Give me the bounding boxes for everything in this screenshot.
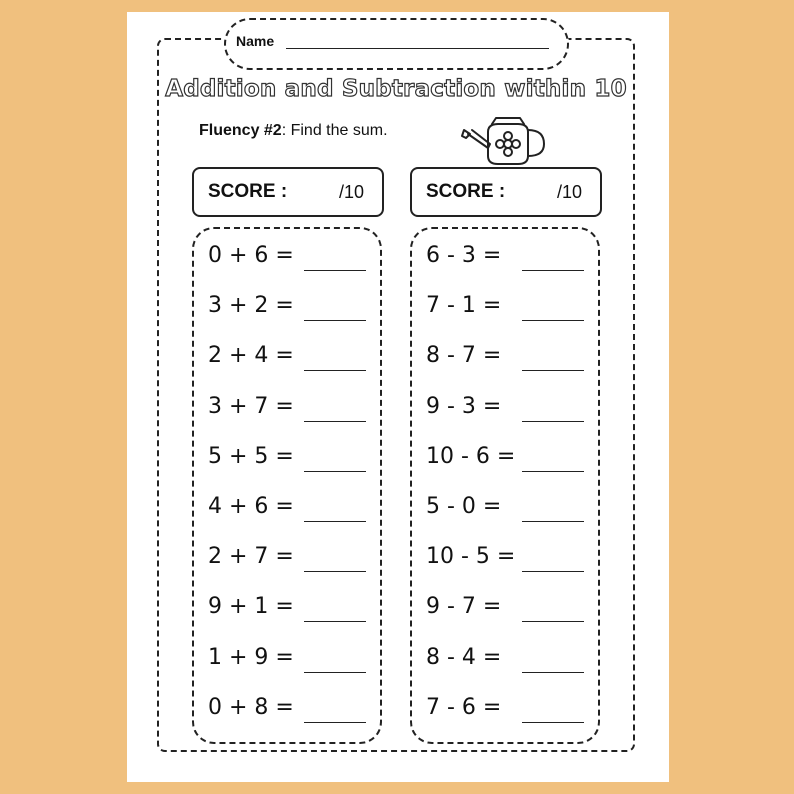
problem-equation: 2 + 7 = [208,544,294,569]
addition-column [192,227,382,744]
problem-row [412,279,598,329]
name-label: Name [236,33,275,49]
answer-blank[interactable] [304,320,366,321]
problem-equation: 8 - 4 = [426,645,502,670]
problem-row [194,580,380,630]
answer-blank[interactable] [522,672,584,673]
score-label: SCORE : [208,181,288,202]
name-input-line[interactable] [286,48,549,49]
problem-equation: 3 + 2 = [208,293,294,318]
score-total: /10 [556,182,582,202]
answer-blank[interactable] [304,370,366,371]
problem-equation: 0 + 6 = [208,243,294,268]
subtraction-column [410,227,600,744]
problem-row [194,480,380,530]
answer-blank[interactable] [522,471,584,472]
answer-blank[interactable] [304,722,366,723]
problem-equation: 3 + 7 = [208,394,294,419]
answer-blank[interactable] [304,672,366,673]
problem-equation: 9 - 7 = [426,594,502,619]
answer-blank[interactable] [304,421,366,422]
problem-equation: 7 - 1 = [426,293,502,318]
problem-row [412,430,598,480]
answer-blank[interactable] [304,621,366,622]
problem-row [412,229,598,279]
worksheet-title: Addition and Subtraction within 10 [165,76,627,102]
answer-blank[interactable] [522,722,584,723]
answer-blank[interactable] [522,421,584,422]
problem-row [412,380,598,430]
problem-row [412,580,598,630]
instruction-text: : Find the sum. [281,122,388,139]
worksheet-page [127,12,669,782]
problem-equation: 7 - 6 = [426,695,502,720]
answer-blank[interactable] [522,370,584,371]
problem-equation: 10 - 5 = [426,544,516,569]
problem-row [412,681,598,731]
answer-blank[interactable] [522,270,584,271]
problem-row [194,530,380,580]
answer-blank[interactable] [522,521,584,522]
answer-blank[interactable] [522,621,584,622]
problem-equation: 4 + 6 = [208,494,294,519]
answer-blank[interactable] [522,571,584,572]
problem-row [412,530,598,580]
problem-row [194,279,380,329]
problem-row [194,380,380,430]
problem-row [194,329,380,379]
answer-blank[interactable] [304,471,366,472]
problem-equation: 1 + 9 = [208,645,294,670]
problem-row [412,329,598,379]
problem-row [194,229,380,279]
answer-blank[interactable] [522,320,584,321]
problem-equation: 6 - 3 = [426,243,502,268]
problem-equation: 9 - 3 = [426,394,502,419]
problem-equation: 5 + 5 = [208,444,294,469]
answer-blank[interactable] [304,521,366,522]
score-total: /10 [338,182,364,202]
problem-row [194,631,380,681]
instruction-line [199,122,388,140]
answer-blank[interactable] [304,571,366,572]
problem-equation: 10 - 6 = [426,444,516,469]
fluency-label: Fluency #2 [199,122,282,139]
score-box-right [410,167,602,217]
score-label: SCORE : [426,181,506,202]
problem-equation: 8 - 7 = [426,343,502,368]
problem-equation: 5 - 0 = [426,494,502,519]
name-field[interactable] [224,18,569,70]
problem-row [194,681,380,731]
score-box-left [192,167,384,217]
problem-row [412,631,598,681]
problem-equation: 2 + 4 = [208,343,294,368]
answer-blank[interactable] [304,270,366,271]
problem-row [412,480,598,530]
problem-row [194,430,380,480]
problem-equation: 9 + 1 = [208,594,294,619]
watering-can-icon [458,112,548,170]
problem-equation: 0 + 8 = [208,695,294,720]
